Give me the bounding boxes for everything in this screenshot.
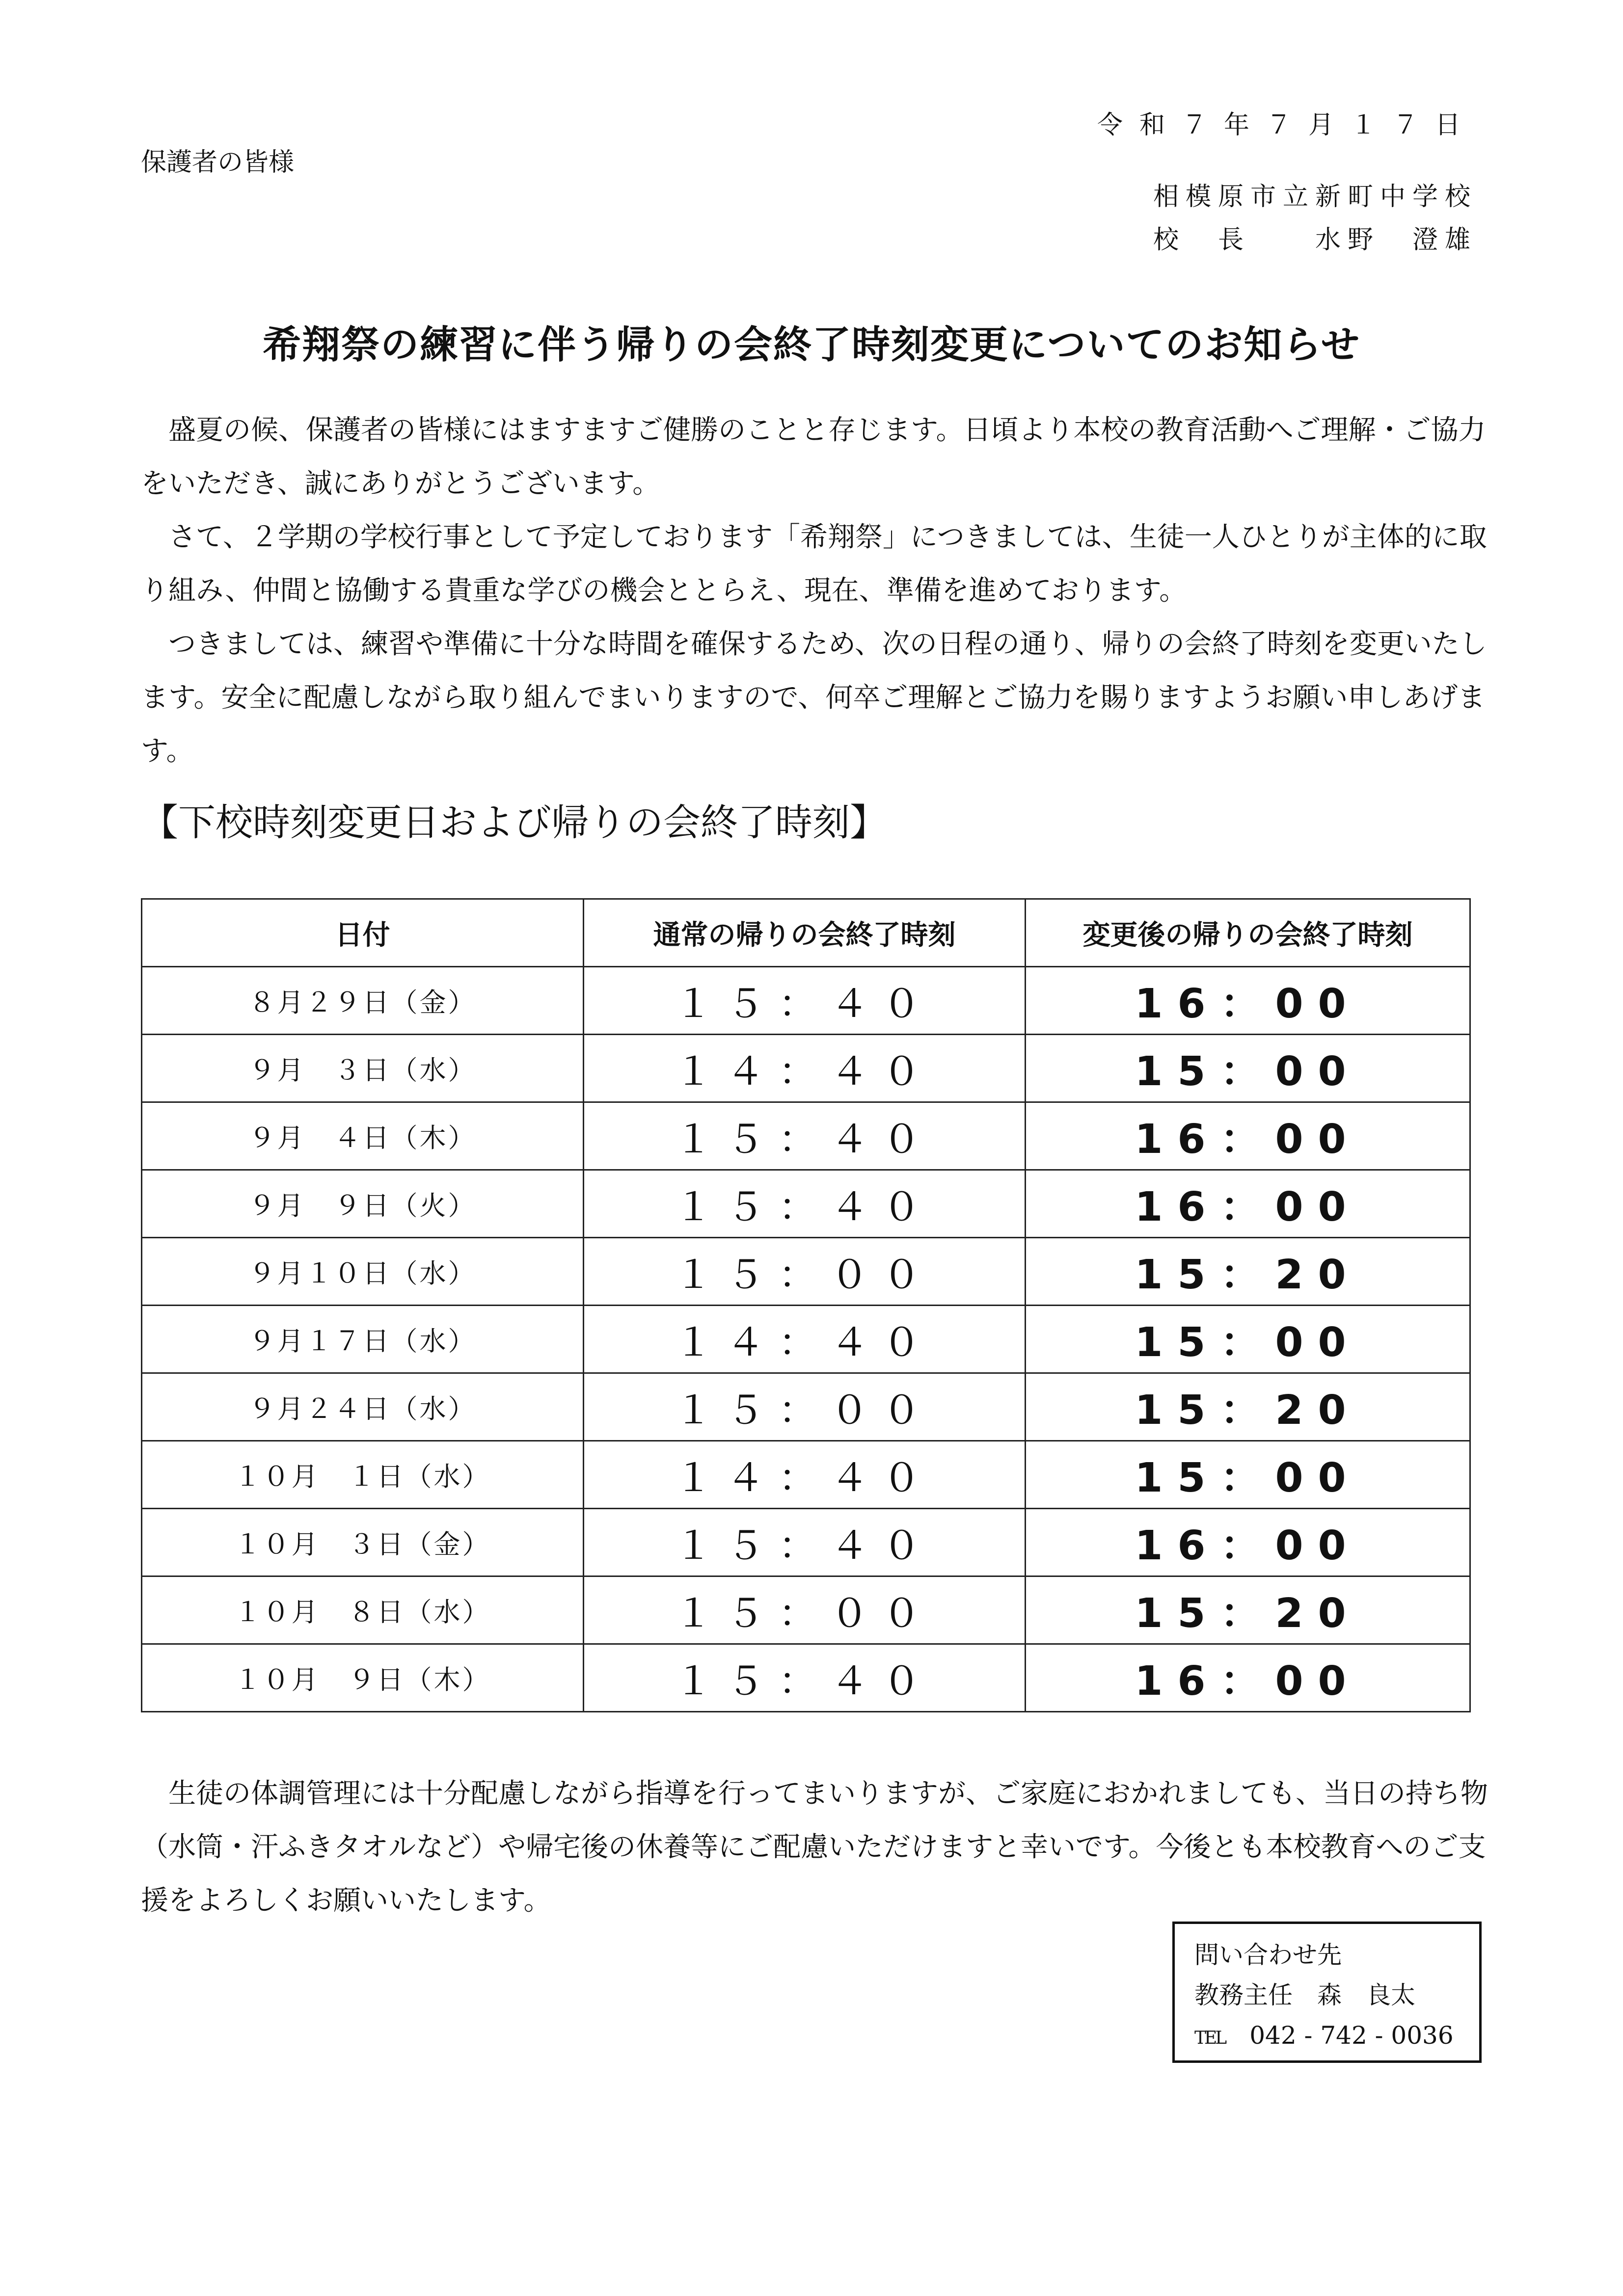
table-row	[142, 1373, 1470, 1441]
normal-time-cell: １５：００	[584, 1238, 1026, 1306]
schedule-body	[142, 967, 1470, 1712]
changed-time-cell: 16：00	[1026, 1102, 1470, 1170]
normal-time-cell: １５：４０	[584, 1170, 1026, 1238]
contact-tel	[1194, 2015, 1479, 2058]
issue-date: 令和７年７月１７日	[1097, 110, 1477, 140]
intro-paragraph: さて、２学期の学校行事として予定しております「希翔祭」につきましては、生徒一人ひとりが主体的に取り組み、仲間と協働する貴重な学びの機会ととらえ、現在、準備を進めております。	[141, 521, 1487, 607]
intro-paragraph: 盛夏の候、保護者の皆様にはますますご健勝のことと存じます。日頃より本校の教育活動へご理解・ご協力をいただき、誠にありがとうございます。	[141, 414, 1486, 500]
tel-number: 042 - 742 - 0036	[1249, 2021, 1454, 2050]
date-cell: ８月２９日（金）	[142, 967, 584, 1035]
date-cell: ９月１７日（水）	[142, 1306, 584, 1373]
normal-time-cell: １４：４０	[584, 1035, 1026, 1102]
table-row	[142, 1035, 1470, 1102]
changed-time-cell: 15：00	[1026, 1441, 1470, 1509]
tel-label: TEL	[1194, 2028, 1225, 2048]
changed-time-cell: 16：00	[1026, 967, 1470, 1035]
contact-person: 教務主任 森 良太	[1194, 1981, 1415, 2009]
intro-text	[141, 403, 1488, 778]
contact-label: 問い合わせ先	[1194, 1941, 1342, 1969]
normal-time-cell: １５：４０	[584, 1644, 1026, 1712]
changed-time-cell: 15：20	[1026, 1238, 1470, 1306]
section-heading: 【下校時刻変更日および帰りの会終了時刻】	[141, 801, 887, 844]
header-changed-time: 変更後の帰りの会終了時刻	[1026, 899, 1470, 967]
recipient: 保護者の皆様	[141, 148, 295, 177]
table-row	[142, 1441, 1470, 1509]
date-cell: ９月 ９日（火）	[142, 1170, 584, 1238]
changed-time-cell: 16：00	[1026, 1509, 1470, 1576]
table-header-row	[142, 899, 1470, 967]
schedule-table	[141, 898, 1471, 1712]
intro-paragraph: つきましては、練習や準備に十分な時間を確保するため、次の日程の通り、帰りの会終了時刻を変更いたします。安全に配慮しながら取り組んでまいりますので、何卒ご理解とご協力を賜りますようお願い申しあげます。	[141, 628, 1487, 767]
changed-time-cell: 15：20	[1026, 1576, 1470, 1644]
school-name: 相模原市立新町中学校	[1153, 182, 1477, 212]
closing-paragraph: 生徒の体調管理には十分配慮しながら指導を行ってまいりますが、ご家庭におかれましても、当日の持ち物（水筒・汗ふきタオルなど）や帰宅後の休養等にご配慮いただけますと幸いです。今後とも本校教育へのご支援をよろしくお願いいたします。	[141, 1778, 1488, 1917]
date-cell: ９月 ４日（木）	[142, 1102, 584, 1170]
table-row	[142, 967, 1470, 1035]
header-normal-time: 通常の帰りの会終了時刻	[584, 899, 1026, 967]
principal-name: 校 長 水野 澄雄	[1153, 225, 1477, 255]
normal-time-cell: １５：４０	[584, 1509, 1026, 1576]
changed-time-cell: 16：00	[1026, 1644, 1470, 1712]
changed-time-cell: 15：20	[1026, 1373, 1470, 1441]
date-cell: １０月 ３日（金）	[142, 1509, 584, 1576]
table-row	[142, 1306, 1470, 1373]
table-row	[142, 1509, 1470, 1576]
date-cell: １０月 ８日（水）	[142, 1576, 584, 1644]
normal-time-cell: １５：４０	[584, 1102, 1026, 1170]
normal-time-cell: １５：４０	[584, 967, 1026, 1035]
table-row	[142, 1644, 1470, 1712]
table-row	[142, 1576, 1470, 1644]
changed-time-cell: 15：00	[1026, 1306, 1470, 1373]
date-cell: ９月２４日（水）	[142, 1373, 584, 1441]
sender-block	[1153, 175, 1477, 262]
normal-time-cell: １５：００	[584, 1373, 1026, 1441]
contact-box	[1172, 1922, 1482, 2063]
date-cell: １０月 ９日（木）	[142, 1644, 584, 1712]
normal-time-cell: １５：００	[584, 1576, 1026, 1644]
changed-time-cell: 15：00	[1026, 1035, 1470, 1102]
date-cell: ９月１０日（水）	[142, 1238, 584, 1306]
closing-text	[141, 1767, 1488, 1927]
table-row	[142, 1102, 1470, 1170]
normal-time-cell: １４：４０	[584, 1441, 1026, 1509]
table-row	[142, 1170, 1470, 1238]
normal-time-cell: １４：４０	[584, 1306, 1026, 1373]
header-date: 日付	[142, 899, 584, 967]
page-title: 希翔祭の練習に伴う帰りの会終了時刻変更についてのお知らせ	[262, 322, 1361, 367]
date-cell: １０月 １日（水）	[142, 1441, 584, 1509]
date-cell: ９月 ３日（水）	[142, 1035, 584, 1102]
changed-time-cell: 16：00	[1026, 1170, 1470, 1238]
table-row	[142, 1238, 1470, 1306]
